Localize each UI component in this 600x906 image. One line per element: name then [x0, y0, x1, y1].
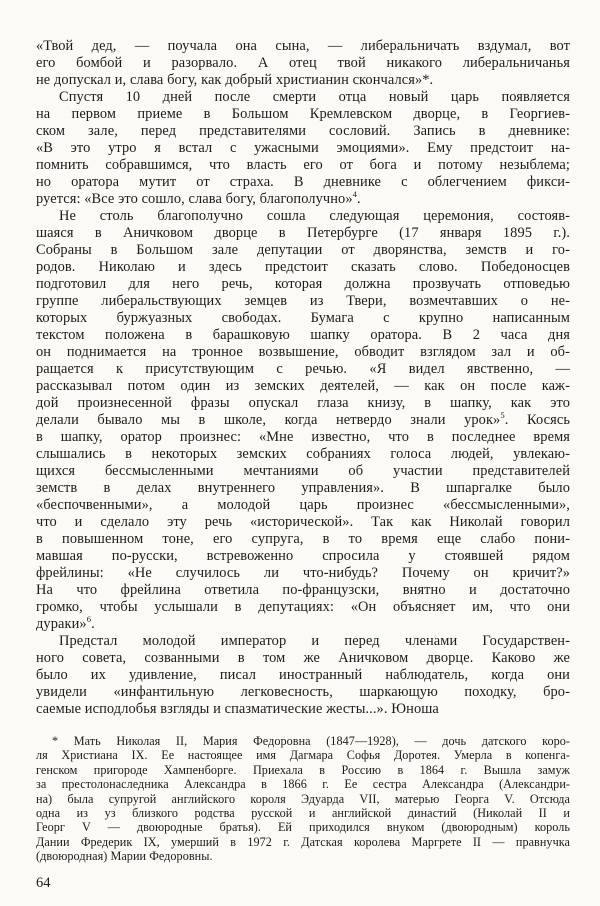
text-line: «В это утро я встал с ужасными эмоциями». Ему предстоит на-: [36, 140, 570, 156]
footnote-line: Дании Фредерик IX, умерший в 1972 г. Датская королева Маргрете II — правнучка: [36, 834, 570, 849]
footnote-line: (двоюродная) Марии Федоровны.: [36, 849, 213, 864]
text-line: ращается к присутствующим с речью. «Я видел явственно, —: [36, 361, 570, 377]
text-line: он поднимается на тронное возвышение, обводит взглядом зал и об-: [36, 344, 570, 360]
text-line: не допускал и, слава богу, как добрый христианин скончался»*.: [36, 72, 434, 88]
text-line: которых буржуазных свободах. Бумага с крупно написанным: [36, 310, 570, 326]
paragraph: [36, 208, 570, 633]
footnote-line: Георг V — двоюродные братья). Ей приходился внуком (двоюродным) король: [36, 820, 570, 835]
paragraph: [36, 89, 570, 208]
footnote-ref: 6: [86, 614, 92, 625]
footnote: [36, 734, 570, 864]
text-line: фрейлины: «Не случилось ли что-нибудь? Почему он кричит?»: [36, 565, 570, 581]
text-line: Собраны в Большом зале депутации от дворянства, земств и го-: [36, 242, 570, 258]
page-number: 64: [36, 874, 51, 891]
paragraph: [36, 38, 570, 89]
text-line: текстом положена в барашковую шапку оратора. В 2 часа дня: [36, 327, 570, 343]
text-line: ного совета, созванными в том же Аничковом дворце. Каково же: [36, 650, 570, 666]
text-line: родов. Николаю и здесь предстоит сказать слово. Победоносцев: [36, 259, 570, 275]
text-line: делали бывало мы в школе, когда нетвердо знали урок»$^5$. Косясь: [36, 410, 570, 428]
text-line: Не столь благополучно сошла следующая церемония, состояв-: [59, 208, 570, 224]
text-line: Предстал молодой император и перед членами Государствен-: [59, 633, 570, 649]
text-line: мавшая по-русски, встревоженно спросила у стоявшей рядом: [36, 548, 570, 564]
footnote-ref: 5: [500, 410, 505, 421]
text-line: «беспочвенными», а молодой царь произнес «бессмысленными»,: [36, 497, 570, 513]
text-line: руется: «Все это сошло, слава богу, благополучно»$^4$.: [36, 189, 361, 207]
text-line: Спустя 10 дней после смерти отца новый царь появляется: [59, 89, 570, 105]
text-line: На что фрейлина ответила по-французски, внятно и достаточно: [36, 582, 570, 598]
footnote-line: * Мать Николая II, Мария Федоровна (1847—1928), — дочь датского коро-: [52, 734, 570, 748]
footnote-line: генском пригороде Хампенборге. Приехала в Россию в 1864 г. Вышла замуж: [36, 762, 570, 777]
footnote-line: на) была супругой английского короля Эдуарда VII, матерью Георга V. Отсюда: [36, 791, 570, 806]
text-line: в шапку, оратор произнес: «Мне известно, что в последнее время: [36, 429, 570, 445]
text-line: увидели «инфантильную легковесность, шаркающую походку, бро-: [36, 684, 570, 700]
text-line: щихся бессмысленными мечтаниями об участии представителей: [36, 463, 570, 479]
text-line: в повышенном тоне, его супруга, в то время еще слабо пони-: [36, 531, 570, 547]
text-line: ском зале, перед представителями сословий. Запись в дневнике:: [36, 123, 570, 139]
text-line: подготовил для него речь, которая должна прозвучать отповедью: [36, 276, 570, 292]
text-line: но оратора мутит от страха. В дневнике с облегчением фикси-: [36, 174, 570, 190]
footnote-line: ля Христиана IX. Ее настоящее имя Дагмара Софья Доротея. Умерла в копенга-: [36, 748, 570, 763]
text-line: его бомбой и разорвало. А отец твой никакого либеральничанья: [36, 55, 570, 71]
text-line: «Твой дед, — поучала она сына, — либеральничать вздумал, вот: [36, 38, 570, 54]
text-line: помнить собравшимся, что власть его от бога и потому незыблема;: [36, 157, 570, 173]
text-line: было их удивление, писал иностранный наблюдатель, когда они: [36, 667, 570, 683]
text-line: саемые исподлобья взгляды и спазматические жесты...». Юноша: [36, 701, 439, 717]
text-line: рассказывал потом один из земских деятелей, — как он после каж-: [36, 378, 570, 394]
footnote-line: за престолонаследника Александра в 1866 г. Ее сестра Александра (Александри-: [36, 777, 570, 792]
paragraph: [36, 633, 570, 718]
text-line: дураки»$^6$.: [36, 614, 95, 632]
text-line: на первом приеме в Большом Кремлевском дворце, в Георгиев-: [36, 106, 570, 122]
text-line: земств в делах внутреннего управления». В шпаргалке было: [36, 480, 570, 496]
text-line: группе либеральствующих земцев из Твери, возмечтавших о не-: [36, 293, 570, 309]
text-line: громко, чтобы услышали в депутациях: «Он объясняет им, что они: [36, 599, 570, 615]
main-text: [36, 38, 570, 718]
footnote-ref: 4: [352, 189, 358, 200]
footnote-line: одна из уз близкого родства русской и английской династий (Николай II и: [36, 806, 570, 821]
text-line: что и сделало эту речь «исторической». Так как Николай говорил: [36, 514, 570, 530]
text-line: слышались в некоторых земских собраниях голоса людей, увлекаю-: [36, 446, 570, 462]
text-line: дой произнесенной фразы опускал глаза книзу, в шапку, как это: [36, 395, 570, 411]
text-line: шаяся в Аничковом дворце в Петербурге (17 января 1895 г.).: [36, 225, 570, 241]
